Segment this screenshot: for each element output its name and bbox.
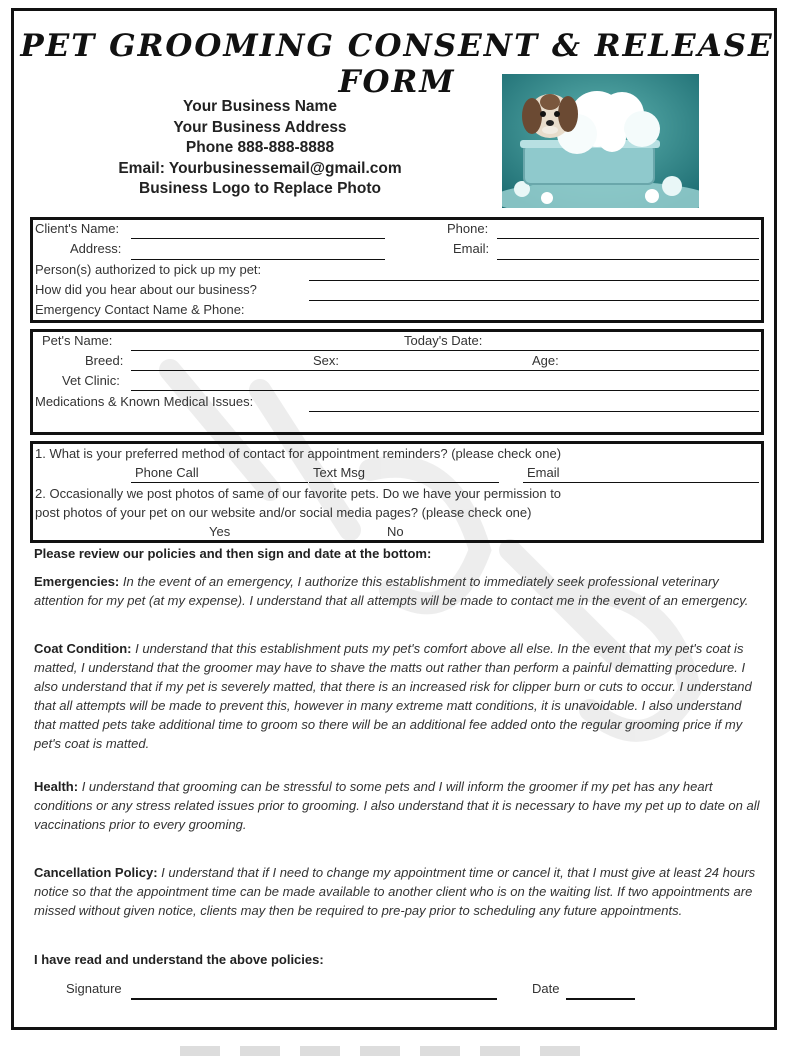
text-msg-check-line[interactable] — [309, 482, 499, 483]
text-msg-option[interactable]: Text Msg — [313, 465, 366, 480]
client-address-field[interactable] — [131, 259, 385, 260]
business-email: Email: Yourbusinessemail@gmail.com — [118, 159, 402, 177]
email-check-line[interactable] — [523, 482, 759, 483]
cropped-footer-text — [180, 1046, 600, 1056]
client-address-label: Address: — [70, 241, 122, 256]
coat-condition-policy — [34, 639, 760, 753]
health-title: Health: — [34, 779, 79, 794]
health-text: I understand that grooming can be stressful to some pets and I will inform the groomer if my pet has any heart conditions or any stress related issues prior to grooming. I also understand that it is necessary to have my pet up to date on all vaccinations prior to every grooming. — [34, 779, 760, 832]
signature-field[interactable] — [131, 998, 497, 1000]
date-label: Date — [532, 981, 560, 996]
referral-field[interactable] — [309, 300, 759, 301]
breed-field[interactable] — [131, 370, 759, 371]
client-email-field[interactable] — [497, 259, 759, 260]
client-name-field[interactable] — [131, 238, 385, 239]
client-phone-label: Phone: — [447, 221, 489, 236]
breed-label: Breed: — [85, 353, 124, 368]
client-email-label: Email: — [453, 241, 490, 256]
medications-field[interactable] — [309, 411, 759, 412]
emergencies-title: Emergencies: — [34, 574, 120, 589]
pet-name-label: Pet's Name: — [42, 333, 113, 348]
business-info — [95, 97, 425, 200]
medications-label: Medications & Known Medical Issues: — [35, 394, 254, 409]
business-logo-note: Business Logo to Replace Photo — [139, 180, 381, 197]
photo-permission-question-1: 2. Occasionally we post photos of same of our favorite pets. Do we have your permission to — [35, 486, 562, 501]
business-phone: Phone 888-888-8888 — [185, 139, 335, 156]
client-phone-field[interactable] — [497, 238, 759, 239]
contact-method-question: 1. What is your preferred method of contact for appointment reminders? (please check one) — [35, 446, 562, 461]
phone-call-check-line[interactable] — [131, 482, 308, 483]
photo-permission-question-2: post photos of your pet on our website and/or social media pages? (please check one) — [35, 505, 532, 520]
coat-text: I understand that this establishment puts my pet's comfort above all else. In the event that my pet's coat is matted, I understand that the groomer may have to shave the matts out rather than perform a painful dematting procedure. I also understand that if my pet is severely matted, that there is an increased risk for clipper burn or cuts to occur. I understand that all attempts will be made to prevent this, however in many extreme matt conditions, it is unavoidable. I also understand that matted pets take additional time to groom so there will be an additional fee added onto the regular grooming price if my pet's coat is matted. — [34, 641, 752, 751]
business-name: Your Business Name — [183, 98, 337, 115]
pet-name-field[interactable] — [131, 350, 759, 351]
emergencies-policy — [34, 572, 760, 610]
referral-label: How did you hear about our business? — [35, 282, 257, 297]
emergencies-text: In the event of an emergency, I authorize this establishment to immediately seek professional veterinary attention for my pet (at my expense). I understand that all attempts will be made to contact me in the event of an emergency. — [34, 574, 749, 608]
pet-info-box — [30, 329, 764, 435]
phone-call-option[interactable]: Phone Call — [135, 465, 199, 480]
vet-clinic-label: Vet Clinic: — [62, 373, 120, 388]
health-policy — [34, 777, 760, 834]
cancel-text: I understand that if I need to change my appointment time or cancel it, that I must give at least 24 hours notice so that the appointment time can be made available to another client who is on the waiting list. If two appointments are missed without given notice, clients may then be required to pre-pay prior to scheduling any future appointments. — [34, 865, 756, 918]
yes-option[interactable]: Yes — [209, 524, 231, 539]
authorized-pickup-label: Person(s) authorized to pick up my pet: — [35, 262, 262, 277]
todays-date-label: Today's Date: — [404, 333, 483, 348]
acknowledge-statement: I have read and understand the above policies: — [34, 952, 324, 967]
email-option[interactable]: Email — [527, 465, 560, 480]
cancellation-policy — [34, 863, 760, 920]
signature-label: Signature — [66, 981, 122, 996]
cancel-title: Cancellation Policy: — [34, 865, 158, 880]
business-address: Your Business Address — [173, 118, 347, 136]
client-name-label: Client's Name: — [35, 221, 120, 236]
emergency-contact-label: Emergency Contact Name & Phone: — [35, 302, 245, 317]
no-option[interactable]: No — [387, 524, 404, 539]
policies-intro: Please review our policies and then sign and date at the bottom: — [34, 546, 432, 561]
authorized-pickup-field[interactable] — [309, 280, 759, 281]
form-title: PET GROOMING CONSENT & RELEASE FORM — [20, 28, 774, 100]
date-field[interactable] — [566, 998, 635, 1000]
dog-bath-icon — [502, 74, 699, 208]
sex-label: Sex: — [313, 353, 340, 368]
coat-title: Coat Condition: — [34, 641, 132, 656]
vet-clinic-field[interactable] — [131, 390, 759, 391]
dog-bath-photo — [502, 74, 699, 208]
age-label: Age: — [532, 353, 559, 368]
